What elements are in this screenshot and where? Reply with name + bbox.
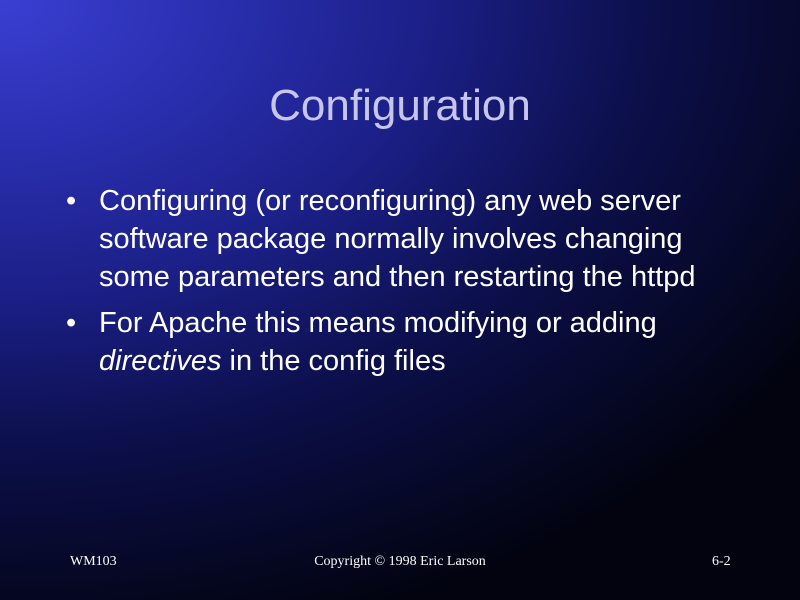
bullet-text-after: in the config files bbox=[221, 345, 446, 377]
footer-course-code: WM103 bbox=[70, 554, 117, 569]
bullet-list bbox=[66, 182, 746, 388]
bullet-item-apache bbox=[66, 304, 746, 380]
footer-slide-number: 6-2 bbox=[712, 554, 731, 569]
footer-copyright: Copyright © 1998 Eric Larson bbox=[314, 554, 486, 569]
bullet-item-configuring bbox=[66, 182, 746, 296]
bullet-text: Configuring (or reconfiguring) any web server software package normally involves changing some parameters and then restarting the httpd bbox=[99, 185, 696, 293]
bullet-text-before: For Apache this means modifying or adding bbox=[99, 307, 657, 339]
slide-title: Configuration bbox=[269, 81, 531, 130]
bullet-emphasis: directives bbox=[99, 345, 222, 377]
bullet-icon: • bbox=[66, 185, 77, 217]
bullet-icon: • bbox=[66, 307, 77, 339]
